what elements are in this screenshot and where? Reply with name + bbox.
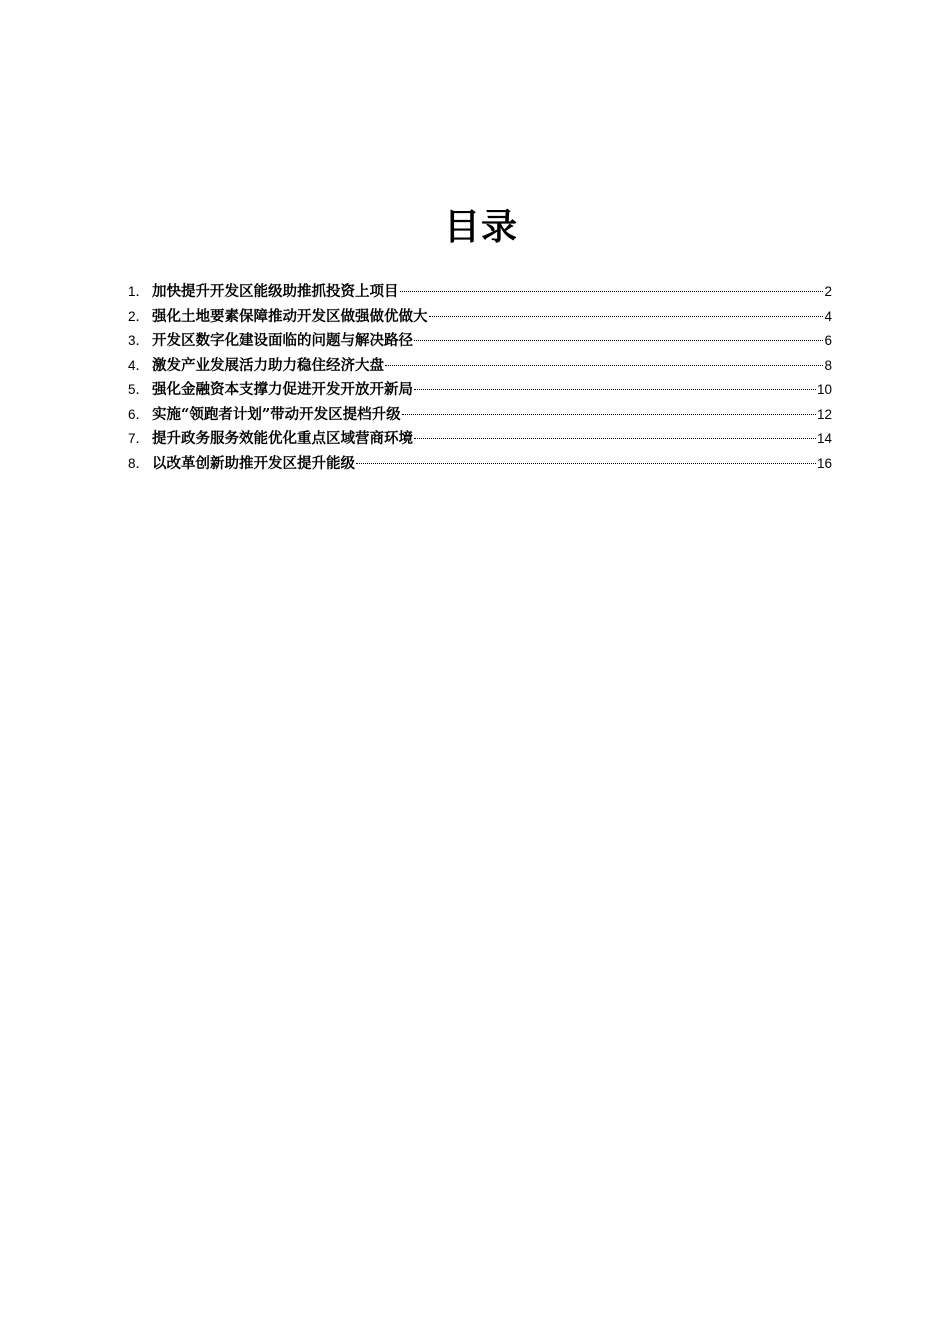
toc-dot-leader (400, 291, 824, 292)
toc-entry-number: 3． (128, 333, 150, 348)
toc-entry[interactable] (124, 354, 834, 379)
toc-dot-leader (402, 414, 816, 415)
toc-entry-page[interactable]: 10 (816, 382, 832, 397)
toc-entry-number: 1． (128, 284, 150, 299)
toc-entry-title[interactable]: 提升政务服务效能优化重点区域营商环境 (152, 430, 413, 447)
toc-dot-leader (414, 438, 816, 439)
toc-entry-title[interactable]: 激发产业发展活力助力稳住经济大盘 (152, 356, 384, 374)
toc-entry-title[interactable]: 实施“领跑者计划”带动开发区提档升级 (152, 405, 401, 423)
toc-entry-number: 4． (128, 357, 150, 373)
toc-entry-page[interactable]: 2 (824, 284, 832, 299)
toc-entry[interactable] (124, 427, 834, 452)
toc-dot-leader (414, 340, 823, 341)
toc-entry-title[interactable]: 以改革创新助推开发区提升能级 (152, 454, 355, 472)
toc-entry-page[interactable]: 12 (816, 406, 832, 422)
toc-entry-number: 7． (128, 431, 150, 446)
toc-entry-title[interactable]: 加快提升开发区能级助推抓投资上项目 (152, 283, 399, 300)
toc-dot-leader (429, 316, 824, 317)
toc-entry-page[interactable]: 14 (816, 431, 832, 446)
toc-entry[interactable] (124, 280, 834, 305)
toc-dot-leader (414, 389, 816, 390)
toc-entry-page[interactable]: 4 (824, 308, 832, 324)
toc-entry-number: 8． (128, 455, 150, 471)
toc-entry-page[interactable]: 6 (824, 333, 832, 348)
toc-entry[interactable] (124, 305, 834, 330)
toc-title: 目录 (443, 206, 518, 248)
toc-entry[interactable] (124, 378, 834, 403)
toc-entry-title[interactable]: 开发区数字化建设面临的问题与解决路径 (152, 332, 413, 349)
toc-entry[interactable] (124, 452, 834, 477)
toc-dot-leader (356, 463, 816, 464)
toc-entry[interactable] (124, 403, 834, 428)
toc-entry-page[interactable]: 16 (816, 455, 832, 471)
toc-entry-page[interactable]: 8 (824, 357, 832, 373)
toc-entry[interactable] (124, 329, 834, 354)
toc-dot-leader (385, 365, 823, 366)
toc-entry-number: 5． (128, 382, 150, 397)
toc-entry-number: 6． (128, 406, 150, 422)
toc-entry-number: 2． (128, 308, 150, 324)
toc-entry-title[interactable]: 强化金融资本支撑力促进开发开放开新局 (152, 381, 413, 398)
toc-entry-title[interactable]: 强化土地要素保障推动开发区做强做优做大 (152, 307, 428, 325)
toc-list (124, 280, 834, 476)
